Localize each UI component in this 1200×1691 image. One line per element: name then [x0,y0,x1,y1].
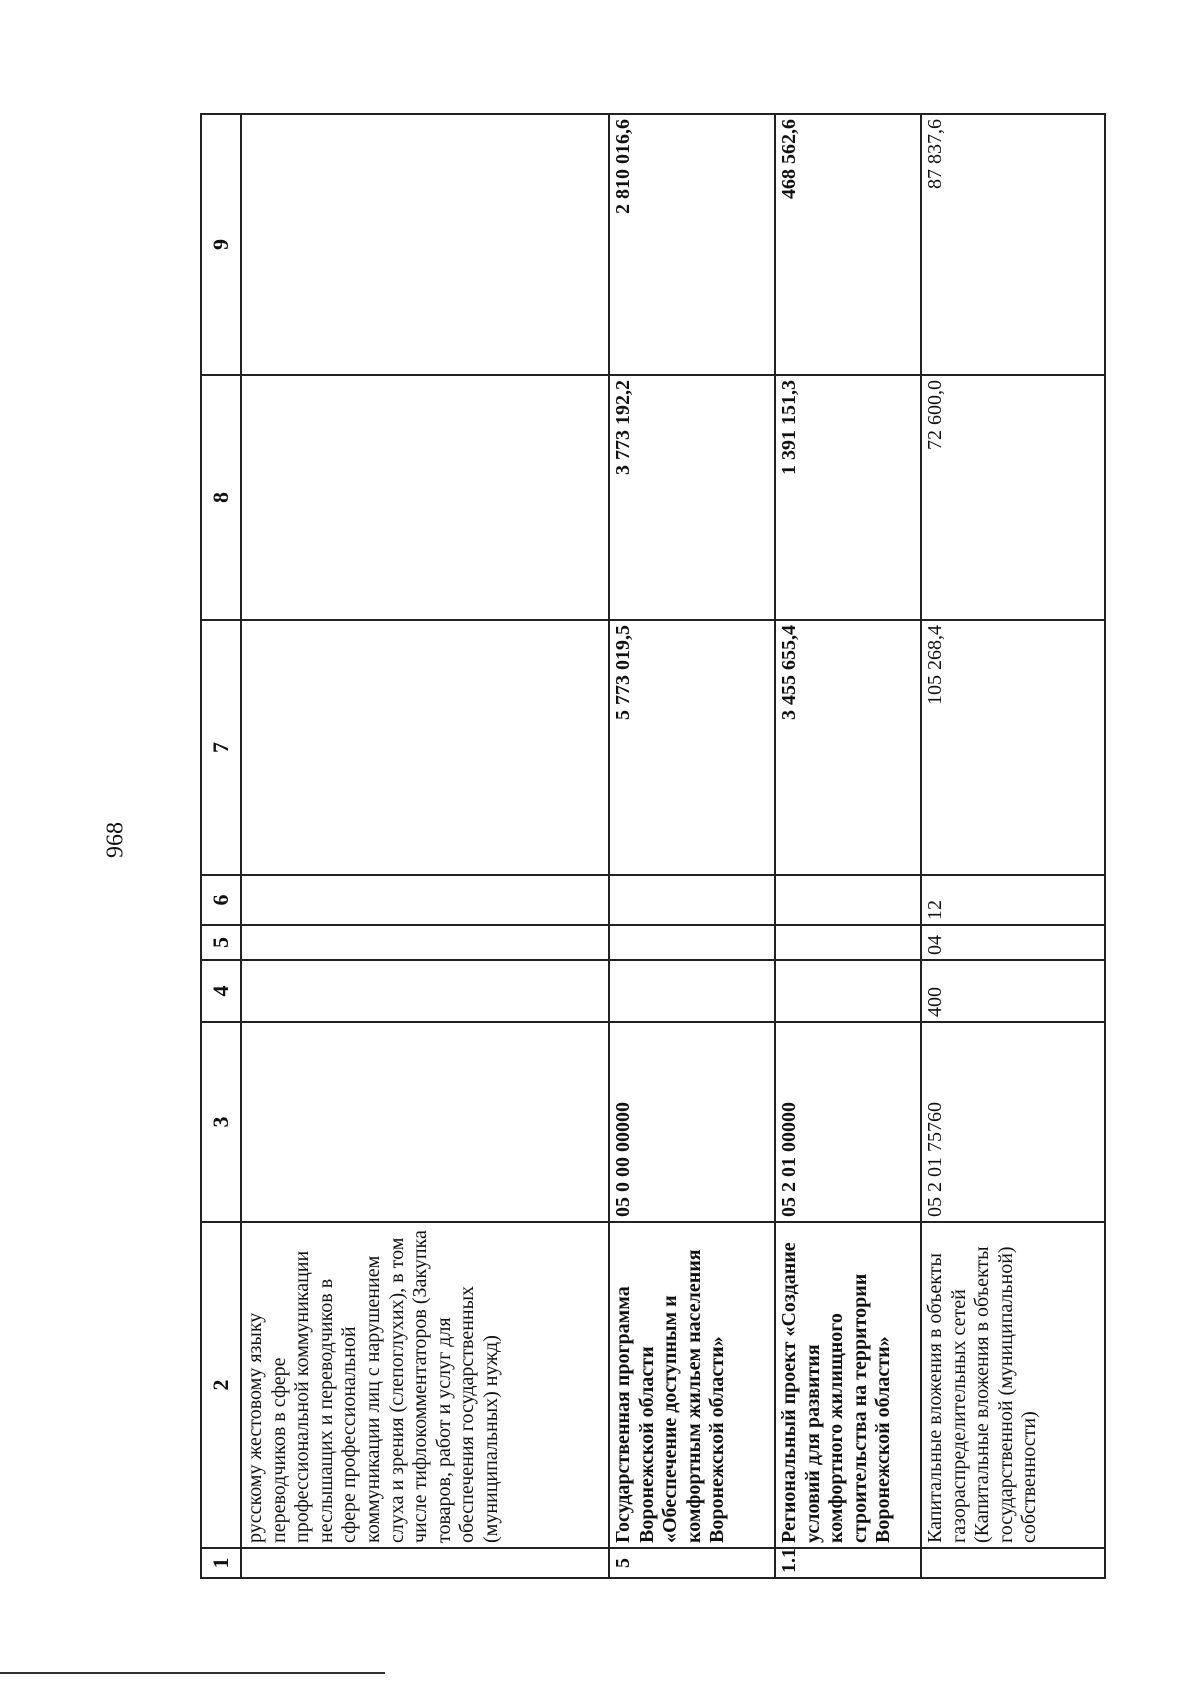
budget-table [200,113,1106,1579]
column-header: 5 [201,925,241,960]
row-value-9: 468 562,6 [775,114,921,375]
table-row [921,114,1105,1578]
row-number: 1.1 [775,1548,921,1578]
row-col4 [775,960,921,1022]
row-value-9: 87 837,6 [921,114,1105,375]
budget-table-container [200,115,1041,1579]
row-value-8: 72 600,0 [921,375,1105,620]
row-name: Региональный проект «Создание условий для развития комфортного жилищного строительства на территории Воронежской области» [775,1222,921,1548]
row-code: 05 2 01 00000 [775,1022,921,1222]
table-row [609,114,775,1578]
column-header: 3 [201,1022,241,1222]
row-value-9 [241,114,609,375]
row-value-7: 5 773 019,5 [609,620,775,875]
row-value-8: 1 391 151,3 [775,375,921,620]
row-col4 [241,960,609,1022]
row-col6 [609,875,775,925]
column-header: 1 [201,1548,241,1578]
row-col5: 04 [921,925,1105,960]
row-name: русскому жестовому языку переводчиков в сфере профессиональной коммуникации неслышащих и переводчиков в сфере профессиональной коммуникации лиц с нарушением слуха и зрения (слепоглухих), в том числе тифлокомментаторов (Закупка товаров, работ и услуг для обеспечения государственных (муниципальных) нужд) [241,1222,609,1548]
row-value-8 [241,375,609,620]
row-value-7 [241,620,609,875]
row-col4 [609,960,775,1022]
page-number: 968 [102,822,129,858]
row-col6 [775,875,921,925]
row-code [241,1022,609,1222]
row-col5 [609,925,775,960]
row-col4: 400 [921,960,1105,1022]
column-header: 4 [201,960,241,1022]
row-col6 [241,875,609,925]
column-header-row [201,114,241,1578]
column-header: 8 [201,375,241,620]
row-number: 5 [609,1548,775,1578]
table-row [775,114,921,1578]
row-col5 [775,925,921,960]
row-col6: 12 [921,875,1105,925]
column-header: 9 [201,114,241,375]
column-header: 7 [201,620,241,875]
column-header: 2 [201,1222,241,1548]
row-value-7: 3 455 655,4 [775,620,921,875]
row-name: Капитальные вложения в объекты газораспределительных сетей (Капитальные вложения в объекты государственной (муниципальной) собственности) [921,1222,1105,1548]
row-name: Государственная программа Воронежской области «Обеспечение доступным и комфортным жильем населения Воронежской области» [609,1222,775,1548]
table-row [241,114,609,1578]
row-code: 05 2 01 75760 [921,1022,1105,1222]
row-value-8: 3 773 192,2 [609,375,775,620]
column-header: 6 [201,875,241,925]
rotated-table-frame [200,115,1041,1579]
row-number [241,1548,609,1578]
footer-divider [0,1672,385,1674]
row-col5 [241,925,609,960]
row-value-7: 105 268,4 [921,620,1105,875]
row-code: 05 0 00 00000 [609,1022,775,1222]
row-number [921,1548,1105,1578]
row-value-9: 2 810 016,6 [609,114,775,375]
